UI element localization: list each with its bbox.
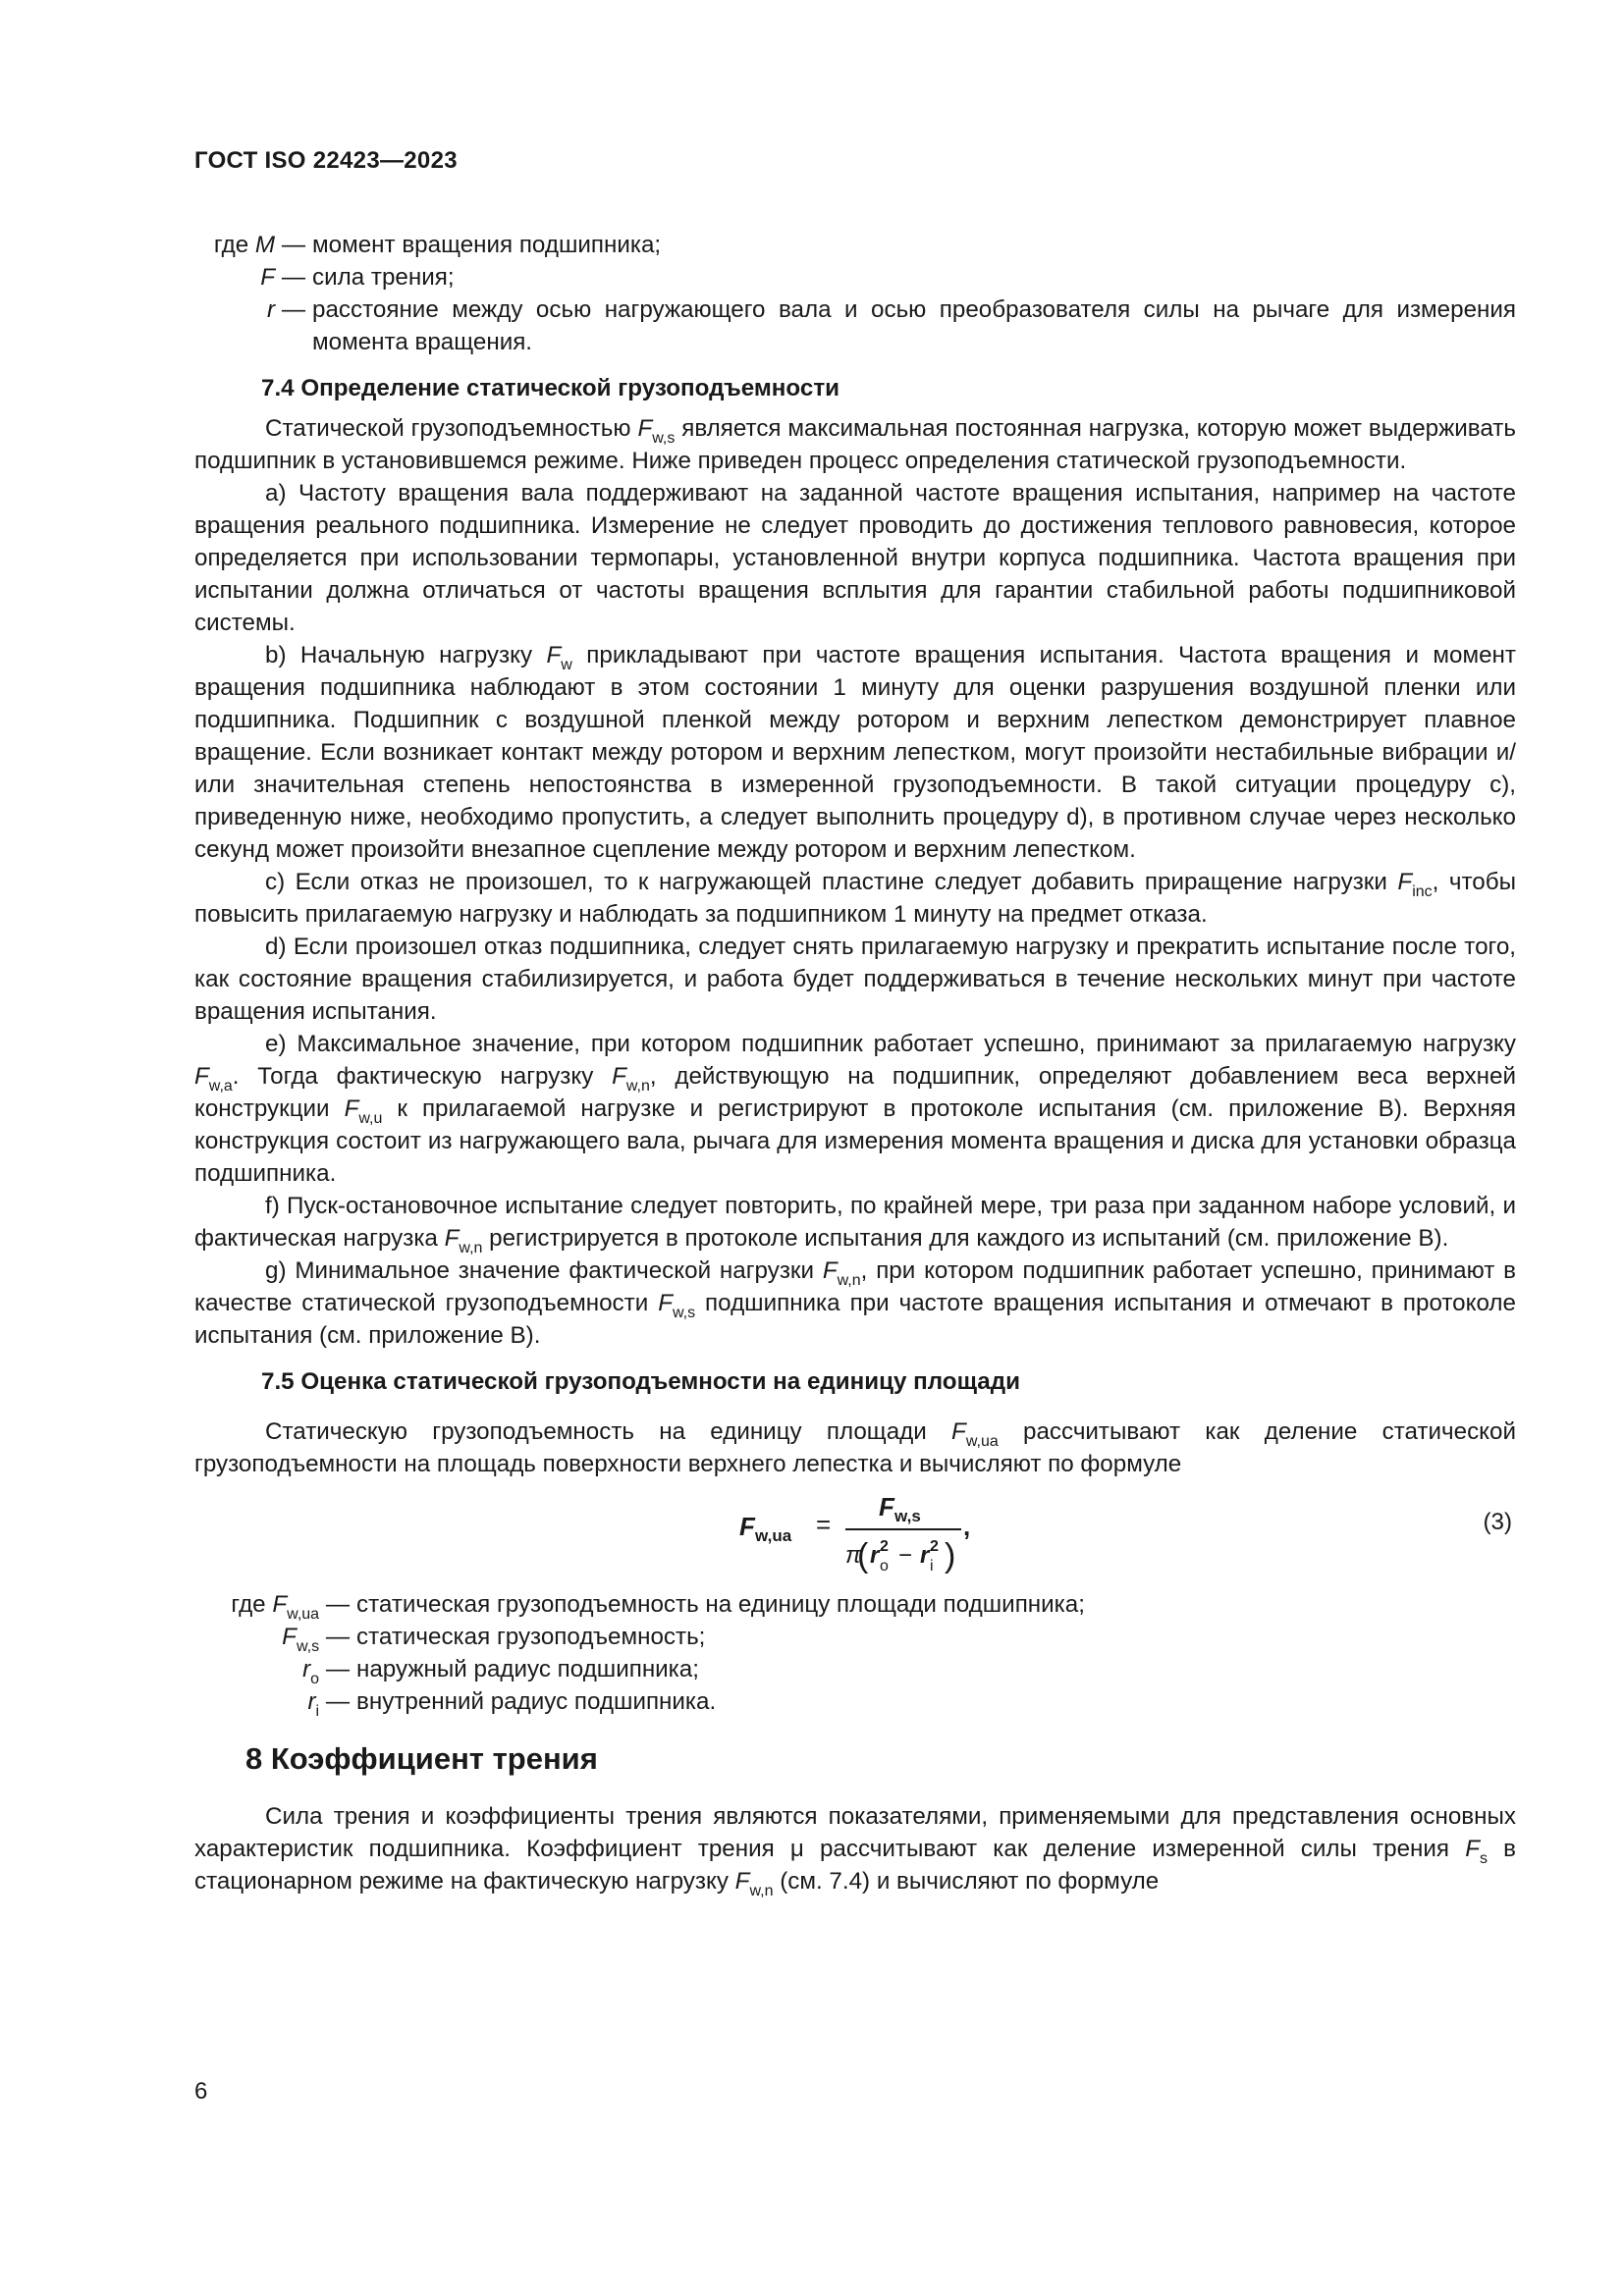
definition-text: статическая грузоподъемность на единицу площади подшипника;: [356, 1591, 1085, 1618]
document-header-title: ГОСТ ISO 22423—2023: [194, 147, 458, 174]
svg-text:2: 2: [880, 1538, 889, 1555]
page-number: 6: [194, 2078, 208, 2105]
list-item-d: d) Если произошел отказ подшипника, следует снять прилагаемую нагрузку и прекратить испытание после того, как состояние вращения стабилизируется, и работа будет поддерживаться в течение нескольких минут при частоте вращения испытания.: [194, 934, 1516, 1025]
formula-static-load-per-area: [739, 1486, 985, 1580]
definition-item: F — сила трения;: [194, 261, 1516, 294]
definition-item: $r_i$ — внутренний радиус подшипника.: [194, 1685, 1516, 1718]
svg-text:w,s: w,s: [894, 1507, 921, 1525]
definitions-list-formula-3: [194, 1588, 1516, 1718]
svg-text:F: F: [879, 1492, 894, 1522]
list-item-b: b) Начальную нагрузку $F_w$ прикладывают при частоте вращения испытания. Частота вращения и момент вращения подшипника наблюдают в этом состоянии 1 минуту для оценки разрушения воздушной пленки или подшипника. Подшипник с воздушной пленкой между ротором и верхним лепестком демонстрирует плавное вращение. Если возникает контакт между ротором и верхним лепестком, могут произойти нестабильные вибрации и/или значительная степень непостоянства в измеренной грузоподъемности. В такой ситуации процедуру c), приведенную ниже, необходимо пропустить, а следует выполнить процедуру d), в противном случае через несколько секунд может произойти внезапное сцепление между ротором и верхним лепестком.: [194, 642, 1516, 863]
paragraph-8-intro: Сила трения и коэффициенты трения являются показателями, применяемыми для представления основных характеристик подшипника. Коэффициент трения μ рассчитывают как деление измеренной силы трения $F_s$ в стационарном режиме на фактическую нагрузку $F_{w,n}$ (см. 7.4) и вычисляют по формуле: [194, 1803, 1516, 1899]
symbol-M: M: [254, 232, 276, 258]
svg-text:): ): [945, 1537, 956, 1575]
where-label: где: [213, 232, 249, 258]
definition-item: где M — момент вращения подшипника;: [194, 229, 1516, 261]
svg-text:,: ,: [963, 1512, 971, 1541]
formula-3: [194, 1480, 1516, 1588]
svg-text:w,ua: w,ua: [755, 1526, 792, 1545]
definition-item: где $F_{w,ua}$ — статическая грузоподъемность на единицу площади подшипника;: [194, 1588, 1516, 1621]
svg-text:F: F: [739, 1512, 755, 1541]
list-item-g: g) Минимальное значение фактической нагрузки $F_{w,n}$, при котором подшипник работает успешно, принимают в качестве статической грузоподъемности $F_{w,s}$ подшипника при частоте вращения испытания и отмечают в протоколе испытания (см. приложение В).: [194, 1257, 1516, 1349]
list-item-a: a) Частоту вращения вала поддерживают на заданной частоте вращения испытания, например на частоте вращения реального подшипника. Измерение не следует проводить до достижения теплового равновесия, которое определяется при использовании термопары, установленной внутри корпуса подшипника. Частота вращения при испытании должна отличаться от частоты вращения всплытия для гарантии стабильной работы подшипниковой системы.: [194, 480, 1516, 636]
definition-text: внутренний радиус подшипника.: [356, 1688, 717, 1715]
svg-text:−: −: [898, 1542, 913, 1569]
definition-text: сила трения;: [312, 264, 455, 291]
definition-text: статическая грузоподъемность;: [356, 1624, 706, 1650]
page-content: [194, 229, 1516, 1897]
symbol-F: F: [260, 264, 276, 291]
list-item-c: c) Если отказ не произошел, то к нагружающей пластине следует добавить приращение нагрузки $F_{inc}$, чтобы повысить прилагаемую нагрузку и наблюдать за подшипником 1 минуту на предмет отказа.: [194, 869, 1516, 928]
list-item-f: f) Пуск-остановочное испытание следует повторить, по крайней мере, три раза при заданном наборе условий, и фактическая нагрузка $F_{w,n}$ регистрируется в протоколе испытания для каждого из испытаний (см. приложение В).: [194, 1193, 1516, 1256]
definition-item: r — расстояние между осью нагружающего вала и осью преобразователя силы на рычаге для измерения момента вращения.: [194, 294, 1516, 358]
definition-text: момент вращения подшипника;: [312, 232, 662, 258]
symbol-r: r: [267, 296, 276, 323]
section-heading-7-5: 7.5 Оценка статической грузоподъемности на единицу площади: [261, 1368, 1020, 1395]
section-heading-8: 8 Коэффициент трения: [245, 1741, 598, 1776]
definition-text: расстояние между осью нагружающего вала и осью преобразователя силы на рычаге для измерения момента вращения.: [312, 296, 1516, 355]
list-item-e: e) Максимальное значение, при котором подшипник работает успешно, принимают за прилагаемую нагрузку $F_{w,a}$. Тогда фактическую нагрузку $F_{w,n}$, действующую на подшипник, определяют добавлением веса верхней конструкции $F_{w,u}$ к прилагаемой нагрузке и регистрируют в протоколе испытания (см. приложение В). Верхняя конструкция состоит из нагружающего вала, рычага для измерения момента вращения и диска для установки образца подшипника.: [194, 1031, 1516, 1187]
formula-number: (3): [1483, 1509, 1512, 1535]
svg-text:i: i: [930, 1558, 934, 1575]
svg-text:(: (: [857, 1537, 869, 1575]
definition-item: $r_o$ — наружный радиус подшипника;: [194, 1653, 1516, 1685]
svg-text:r: r: [920, 1542, 930, 1569]
definitions-list-torque: [194, 229, 1516, 358]
paragraph-7-5-intro: Статическую грузоподъемность на единицу площади $F_{w,ua}$ рассчитывают как деление статической грузоподъемности на площадь поверхности верхнего лепестка и вычисляют по формуле: [194, 1418, 1516, 1477]
section-heading-7-4: 7.4 Определение статической грузоподъемности: [261, 375, 840, 401]
definition-item: $F_{w,s}$ — статическая грузоподъемность;: [194, 1621, 1516, 1653]
definition-text: наружный радиус подшипника;: [356, 1656, 699, 1682]
svg-text:2: 2: [930, 1538, 939, 1555]
paragraph-7-4-intro: Статической грузоподъемностью $F_{w,s}$ является максимальная постоянная нагрузка, которую может выдерживать подшипник в установившемся режиме. Ниже приведен процесс определения статической грузоподъемности.: [194, 415, 1516, 474]
svg-text:π: π: [845, 1542, 862, 1569]
svg-text:o: o: [880, 1558, 889, 1575]
svg-text:=: =: [816, 1510, 832, 1539]
svg-text:r: r: [870, 1542, 880, 1569]
